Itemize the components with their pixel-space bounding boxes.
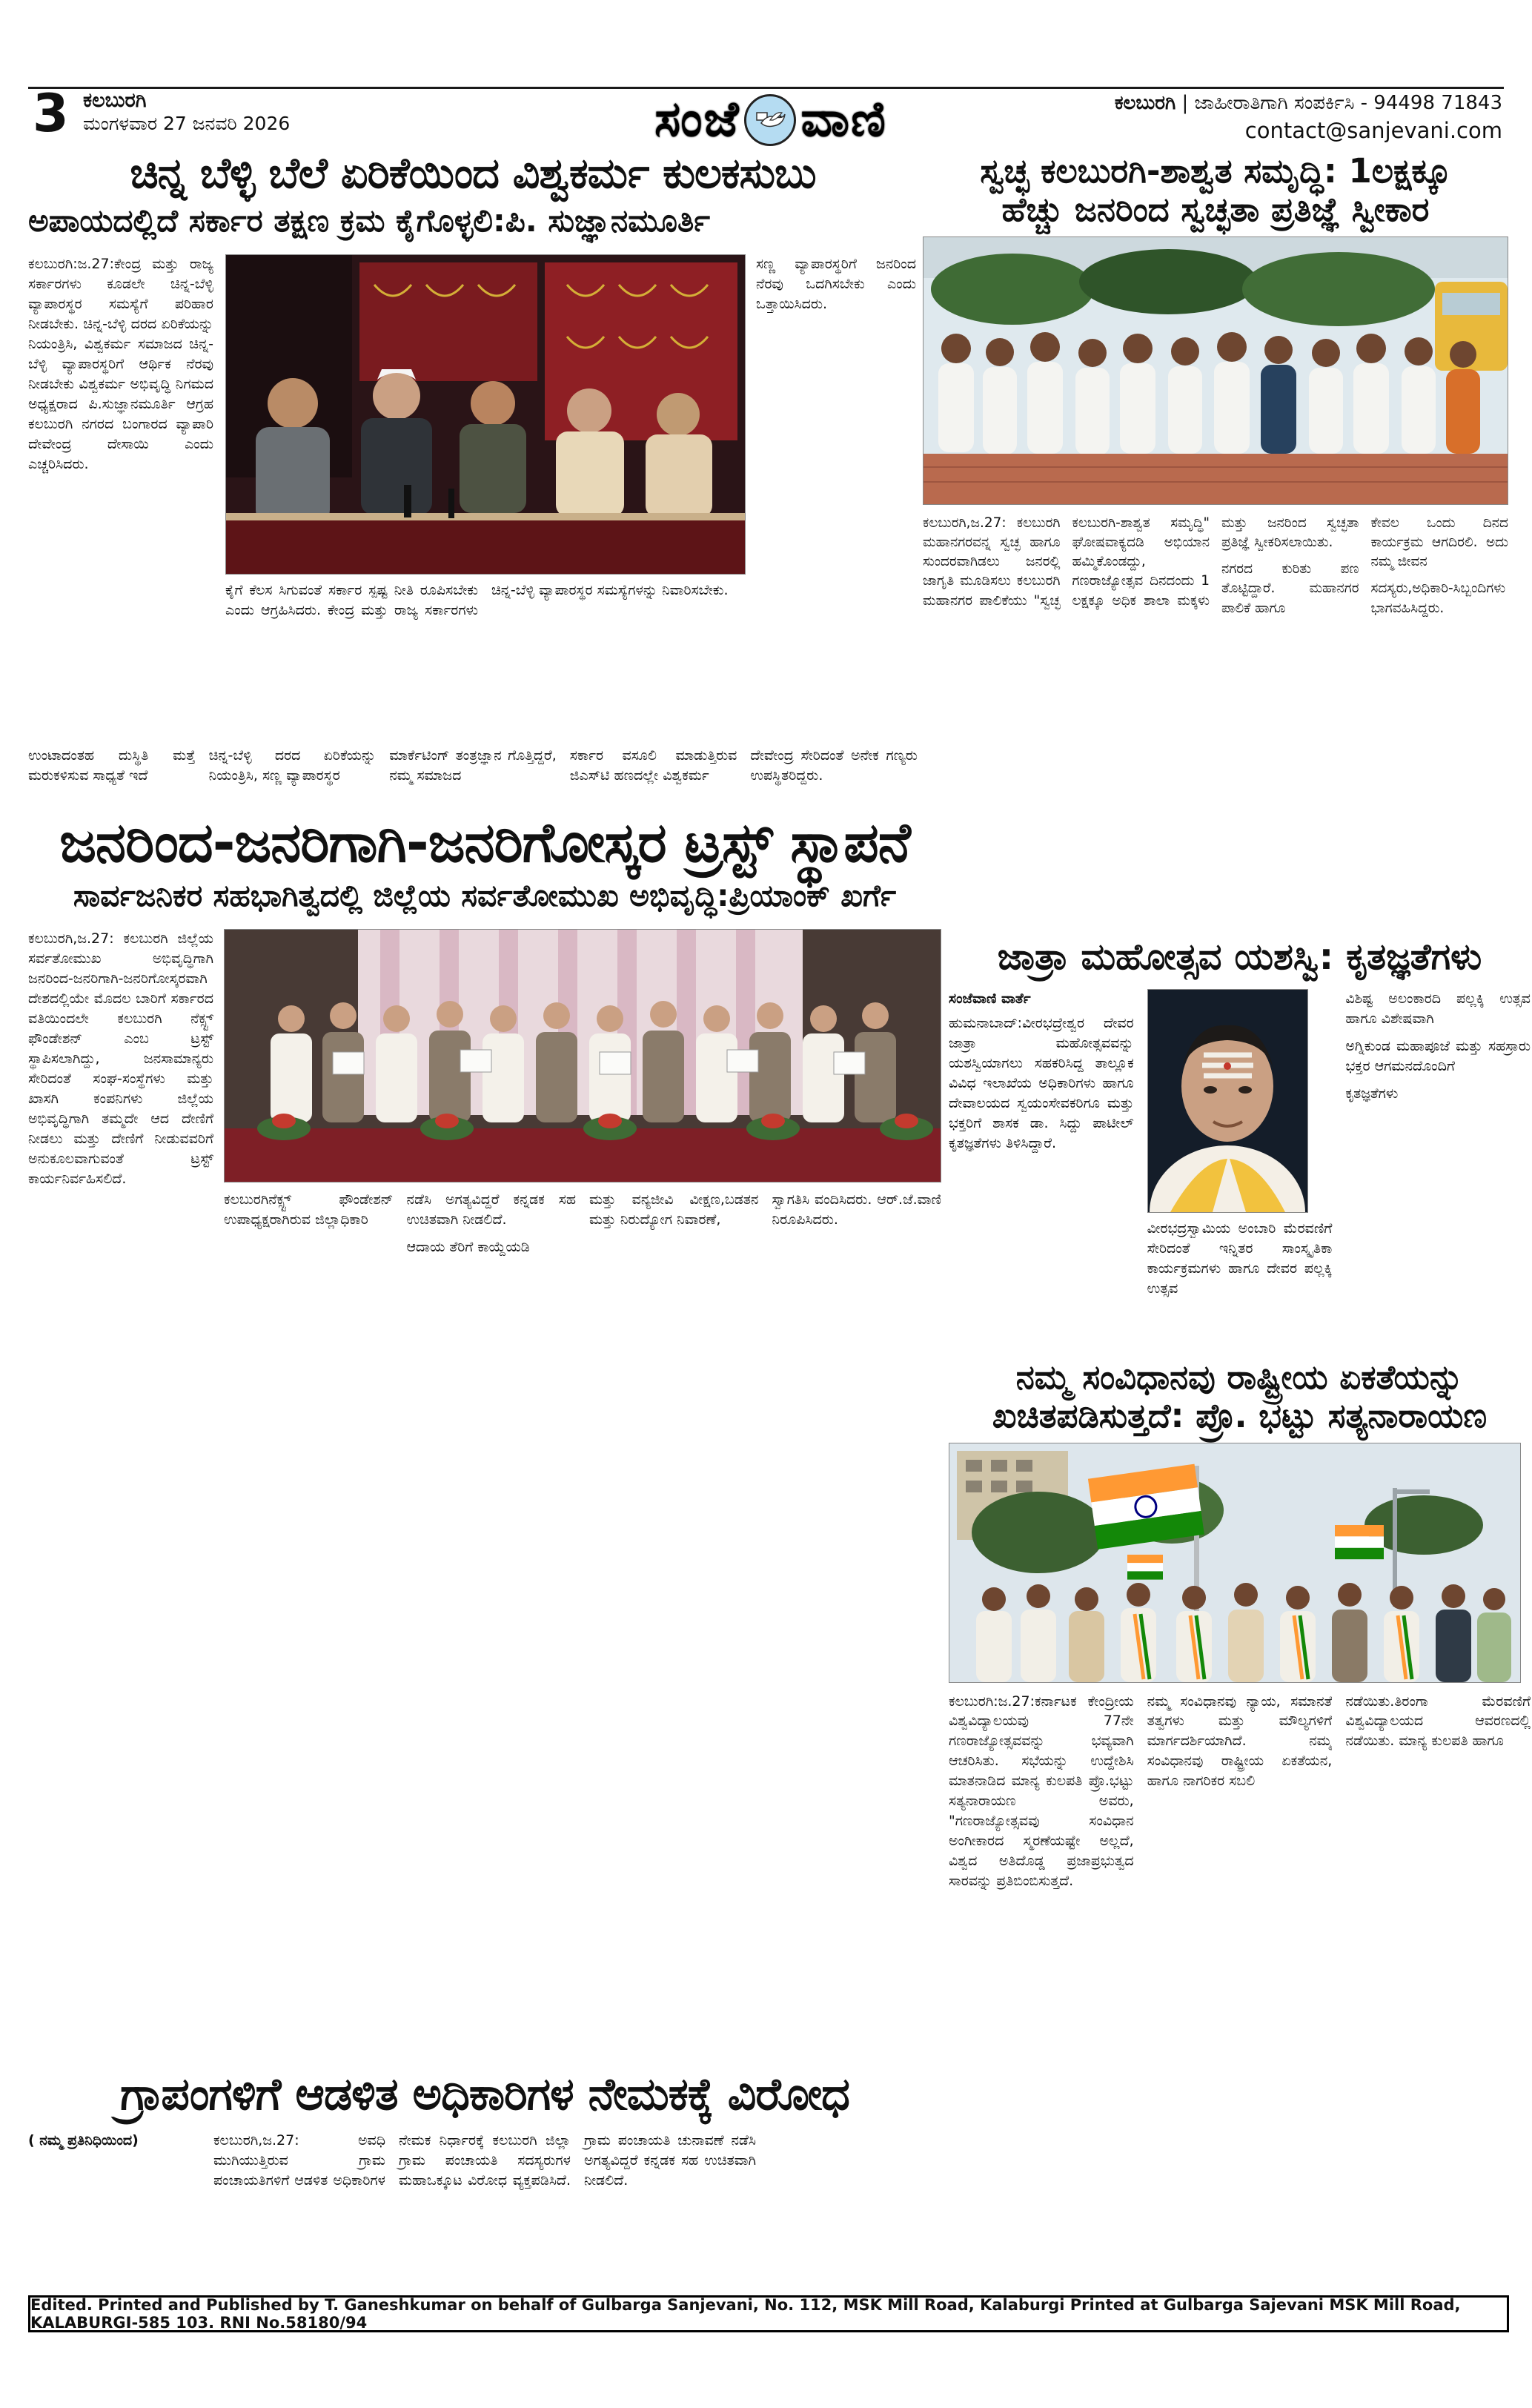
trust-fragment: ಆದಾಯ ತೆರಿಗೆ ಕಾಯ್ದೆಯಡಿ bbox=[406, 1238, 530, 1255]
contact-line bbox=[1115, 92, 1502, 115]
article-trust-body bbox=[224, 1190, 941, 1991]
jatra-fragment: ಕೃತಜ್ಞತೆಗಳು bbox=[1345, 1085, 1399, 1102]
article-trust-subhead: ಸಾರ್ವಜನಿಕರ ಸಹಭಾಗಿತ್ವದಲ್ಲಿ ಜಿಲ್ಲೆಯ ಸರ್ವತೋಮುಖ ಅಭಿವೃದ್ಧಿ:ಪ್ರಿಯಾಂಕ್ ಖರ್ಗೆ bbox=[73, 878, 897, 913]
trust-fragment: ಕಲಬುರಗಿನೆಕ್ಸ್ಟ್ ಫೌಂಡೇಶನ್ ಉಪಾಧ್ಯಕ್ಷರಾಗಿರುವ ಜಿಲ್ಲಾಧಿಕಾರಿ bbox=[224, 1191, 394, 1228]
swachh-fragment: ಸದಸ್ಯರು,ಅಧಿಕಾರಿ-ಸಿಬ್ಬಂದಿಗಳು ಭಾಗವಹಿಸಿದ್ದರು. bbox=[1370, 580, 1506, 616]
article-constitution-col1: ಕಲಬುರಗಿ:ಜ.27:ಕರ್ನಾಟಕ ಕೇಂದ್ರೀಯ ವಿಶ್ವವಿದ್ಯಾಲಯವು 77ನೇ ಗಣರಾಜ್ಯೋತ್ಸವವನ್ನು ಭವ್ಯವಾಗಿ ಆಚರಿಸಿತು. ಸಭೆಯನ್ನು ಉದ್ದೇಶಿಸಿ ಮಾತನಾಡಿದ ಮಾನ್ಯ ಕುಲಪತಿ ಪ್ರೊ.ಭಟ್ಟು ಸತ್ಯನಾರಾಯಣ ಅವರು, "ಗಣರಾಜ್ಯೋತ್ಸವವು ಸಂವಿಧಾನ ಅಂಗೀಕಾರದ ಸ್ಮರಣೆಯಷ್ಟೇ ಅಲ್ಲದೆ, ವಿಶ್ವದ ಅತಿದೊಡ್ಡ ಪ್ರಜಾಪ್ರಭುತ್ವದ ಸಾರವನ್ನು ಪ್ರತಿಬಿಂಬಿಸುತ್ತದೆ. bbox=[949, 1693, 1134, 1890]
photo-jewelry-shop bbox=[225, 254, 746, 575]
page-number: 3 bbox=[33, 83, 69, 144]
article-gold-subhead: ಅಪಾಯದಲ್ಲಿದೆ ಸರ್ಕಾರ ತಕ್ಷಣ ಕ್ರಮ ಕೈಗೊಳ್ಳಲಿ:ಪಿ. ಸುಜ್ಞಾನಮೂರ್ತಿ bbox=[28, 202, 710, 239]
photo-swachh-crowd bbox=[923, 236, 1508, 505]
article-jatra bbox=[949, 936, 1531, 1351]
article-gold-col1: ಕಲಬುರಗಿ:ಜ.27:ಕೇಂದ್ರ ಮತ್ತು ರಾಜ್ಯ ಸರ್ಕಾರಗಳು ಕೂಡಲೇ ಚಿನ್ನ-ಬೆಳ್ಳಿ ವ್ಯಾಪಾರಸ್ಥರ ಸಮಸ್ಯೆಗೆ ಪರಿಹಾರ ನೀಡಬೇಕು. ಚಿನ್ನ-ಬೆಳ್ಳಿ ದರದ ಏರಿಕೆಯನ್ನು ನಿಯಂತ್ರಿಸಿ, ವಿಶ್ವಕರ್ಮ ಸಮಾಜದ ಚಿನ್ನ-ಬೆಳ್ಳಿ ವ್ಯಾಪಾರಸ್ಥರಿಗೆ ಆರ್ಥಿಕ ನೆರವು ನೀಡಬೇಕು ವಿಶ್ವಕರ್ಮ ಅಭಿವೃದ್ಧಿ ನಿಗಮದ ಅಧ್ಯಕ್ಷರಾದ ಪಿ.ಸುಜ್ಞಾನಮೂರ್ತಿ ಆಗ್ರಹ ಕಲಬುರಗಿ ನಗರದ ಬಂಗಾರದ ವ್ಯಾಪಾರಿ ದೇವೇಂದ್ರ ದೇಸಾಯಿ ಎಂದು ಎಚ್ಚರಿಸಿದರು. bbox=[28, 256, 213, 472]
article-constitution-headline bbox=[949, 1358, 1531, 1435]
article-constitution bbox=[949, 1358, 1531, 2289]
jatra-fragment: ವಿಶಿಷ್ಟ ಅಲಂಕಾರದಿ ಪಲ್ಲಕ್ಕಿ ಉತ್ಸವ ಹಾಗೂ ವಿಶೇಷವಾಗಿ bbox=[1345, 990, 1531, 1027]
constitution-headline-line1: ನಮ್ಮ ಸಂವಿಧಾನವು ರಾಷ್ಟ್ರೀಯ ಏಕತೆಯನ್ನು bbox=[1015, 1358, 1464, 1397]
header-date: ಮಂಗಳವಾರ 27 ಜನವರಿ 2026 bbox=[83, 113, 291, 134]
article-gold-continuation bbox=[28, 746, 918, 816]
contact-city: ಕಲಬುರಗಿ bbox=[1114, 92, 1176, 114]
swachh-headline-line2: ಹೆಚ್ಚು ಜನರಿಂದ ಸ್ವಚ್ಛತಾ ಪ್ರತಿಜ್ಞೆ ಸ್ವೀಕಾರ bbox=[1001, 189, 1430, 229]
article-trust-headline: ಜನರಿಂದ-ಜನರಿಗಾಗಿ-ಜನರಿಗೋಸ್ಕರ ಟ್ರಸ್ಟ್ ಸ್ಥಾಪನೆ bbox=[59, 816, 910, 875]
gold-fragment: ಉಂಟಾದಂತಹ ದುಸ್ಥಿತಿ ಮತ್ತೆ ಮರುಕಳಿಸುವ ಸಾಧ್ಯತೆ ಇದೆ bbox=[28, 747, 196, 784]
article-jatra-col2 bbox=[1147, 989, 1333, 1299]
article-swachh-headline bbox=[923, 152, 1508, 229]
article-trust bbox=[28, 816, 941, 2046]
jatra-fragment: ಅಗ್ನಿಕುಂಡ ಮಹಾಪೂಜೆ ಮತ್ತು ಸಹಸ್ರಾರು ಭಕ್ತರ ಆಗಮನದೊಂದಿಗೆ bbox=[1345, 1037, 1531, 1074]
article-gold bbox=[28, 152, 918, 816]
jatra-lead: ಹುಮನಾಬಾದ್:ವೀರಭದ್ರೇಶ್ವರ ದೇವರ ಜಾತ್ರಾ ಮಹೋತ್ಸವವನ್ನು ಯಶಸ್ವಿಯಾಗಲು ಸಹಕರಿಸಿದ್ದ ತಾಲ್ಲೂಕ ವಿವಿಧ ಇಲಾಖೆಯ ಅಧಿಕಾರಿಗಳು ಹಾಗೂ ದೇವಾಲಯದ ಸ್ವಯಂಸೇವಕರಿಗೂ ಮತ್ತು ಭಕ್ತರಿಗೆ ಶಾಸಕ ಡಾ. ಸಿದ್ದು ಪಾಟೀಲ್ ಕೃತಜ್ಞತೆಗಳು ತಿಳಿಸಿದ್ದಾರೆ. bbox=[949, 1014, 1134, 1151]
article-constitution-col2: ನಮ್ಮ ಸಂವಿಧಾನವು ನ್ಯಾಯ, ಸಮಾನತೆ ತತ್ವಗಳು ಮತ್ತು ಮೌಲ್ಯಗಳಿಗೆ ಮಾರ್ಗದರ್ಶಿಯಾಗಿದೆ. ನಮ್ಮ ಸಂವಿಧಾನವು ರಾಷ್ಟ್ರೀಯ ಏಕತೆಯನ, ಹಾಗೂ ನಾಗರಿಕರ ಸಬಲಿ bbox=[1147, 1693, 1333, 1790]
article-gold-center-text: ಕೈಗೆ ಕೆಲಸ ಸಿಗುವಂತೆ ಸರ್ಕಾರ ಸ್ಪಷ್ಟ ನೀತಿ ರೂಪಿಸಬೇಕು ಎಂದು ಆಗ್ರಹಿಸಿದರು. ಕೇಂದ್ರ ಮತ್ತು ರಾಜ್ಯ ಸರ್ಕಾರಗಳು ಚಿನ್ನ-ಬೆಳ್ಳಿ ವ್ಯಾಪಾರಸ್ಥರ ಸಮಸ್ಯೆಗಳನ್ನು ನಿವಾರಿಸಬೇಕು. bbox=[225, 582, 729, 619]
masthead bbox=[541, 90, 1001, 149]
contact-email: contact@sanjevani.com bbox=[1244, 118, 1502, 143]
gold-fragment: ದೇವೇಂದ್ರ ಸೇರಿದಂತೆ ಅನೇಕ ಗಣ್ಯರು ಉಪಸ್ಥಿತರಿದ್ದರು. bbox=[750, 747, 918, 784]
gold-fragment: ಮಾರ್ಕೆಟಿಂಗ್ ತಂತ್ರಜ್ಞಾನ ಗೊತ್ತಿದ್ದರೆ, ನಮ್ಮ ಸಮಾಜದ bbox=[389, 747, 557, 784]
article-constitution-col3: ನಡೆಯಿತು.ತಿರಂಗಾ ಮೆರವಣಿಗೆ ವಿಶ್ವವಿದ್ಯಾಲಯದ ಆವರಣದಲ್ಲಿ ನಡೆಯಿತು. ಮಾನ್ಯ ಕುಲಪತಿ ಹಾಗೂ bbox=[1345, 1693, 1531, 1750]
dove-icon bbox=[744, 94, 796, 146]
article-grapam-headline: ಗ್ರಾಪಂಗಳಿಗೆ ಆಡಳಿತ ಅಧಿಕಾರಿಗಳ ನೇಮಕಕ್ಕೆ ವಿರೋಧ bbox=[120, 2068, 849, 2120]
trust-fragment: ಸ್ವಾಗತಿಸಿ ವಂದಿಸಿದರು. ಆರ್.ಜೆ.ವಾಣಿ ನಿರೂಪಿಸಿದರು. bbox=[772, 1191, 941, 1228]
grapam-byline: ( ನಮ್ಮ ಪ್ರತಿನಿಧಿಯಿಂದ) bbox=[28, 2132, 139, 2149]
swachh-lead: ಕಲಬುರಗಿ,ಜ.27: ಕಲಬುರಗಿ ಮಹಾನಗರವನ್ನ ಸ್ವಚ್ಛ ಹಾಗೂ ಸುಂದರವಾಗಿಡಲು ಜನರಲ್ಲಿ ಜಾಗೃತಿ ಮೂಡಿಸಲು ಕಲಬುರಗಿ ಮಹಾನಗರ ಪಾಲಿಕೆಯು "ಸ್ವಚ್ಛ ಕಲಬುರಗಿ-ಶಾಶ್ವತ ಸಮೃದ್ಧಿ" ಘೋಷವಾಕ್ಯದಡಿ ಅಭಿಯಾನ ಹಮ್ಮಿಕೊಂಡದ್ದು, ಗಣರಾಜ್ಯೋತ್ಸವ ದಿನದಂದು 1 ಲಕ್ಷಕ್ಕೂ ಅಧಿಕ ಶಾಲಾ ಮಕ್ಕಳು ಮತ್ತು ಜನರಿಂದ ಸ್ವಚ್ಛತಾ ಪ್ರತಿಜ್ಞೆ ಸ್ವೀಕರಿಸಲಾಯಿತು. bbox=[923, 515, 1359, 609]
trust-fragment: ಮತ್ತು ವನ್ಯಜೀವಿ ವೀಕ್ಷಣ,ಬಡತನ ಮತ್ತು ನಿರುದ್ಯೋಗ ನಿವಾರಣೆ, bbox=[589, 1191, 759, 1228]
header-rule bbox=[28, 87, 1504, 89]
imprint-box bbox=[28, 2295, 1509, 2332]
photo-trust-stage bbox=[224, 929, 941, 1182]
article-gold-headline: ಚಿನ್ನ ಬೆಳ್ಳಿ ಬೆಲೆ ಏರಿಕೆಯಿಂದ ವಿಶ್ವಕರ್ಮ ಕುಲಕಸುಬು bbox=[130, 152, 816, 198]
photo-mla-portrait bbox=[1147, 989, 1308, 1213]
grapam-lead: ಕಲಬುರಗಿ,ಜ.27: ಅವಧಿ ಮುಗಿಯುತ್ತಿರುವ ಗ್ರಾಮ ಪಂಚಾಯತಿಗಳಿಗೆ ಆಡಳಿತ ಅಧಿಕಾರಿಗಳ ನೇಮಕ ನಿರ್ಧಾರಕ್ಕೆ ಕಲಬುರಗಿ ಜಿಲ್ಲಾ ಗ್ರಾಮ ಪಂಚಾಯತಿ ಸದಸ್ಯರುಗಳ ಮಹಾಒಕ್ಕೂಟ ವಿರೋಧ ವ್ಯಕ್ತಪಡಿಸಿದೆ. ಗ್ರಾಮ ಪಂಚಾಯತಿ ಚುನಾವಣೆ ನಡೆಸಿ ಅಗತ್ಯವಿದ್ದರೆ ಕನ್ನಡಕ ಸಹ ಉಚಿತವಾಗಿ ನೀಡಲಿದೆ. bbox=[213, 2132, 756, 2189]
masthead-text-right: ವಾಣಿ bbox=[800, 90, 887, 148]
header-city: ಕಲಬುರಗಿ bbox=[83, 89, 147, 112]
gold-fragment: ಸರ್ಕಾರ ವಸೂಲಿ ಮಾಡುತ್ತಿರುವ ಜಿಎಸ್‌ಟಿ ಹಣದಲ್ಲೇ ವಿಶ್ವಕರ್ಮ bbox=[569, 747, 737, 784]
jatra-byline: ಸಂಜೆವಾಣಿ ವಾರ್ತೆ bbox=[949, 990, 1031, 1007]
imprint-text: Edited. Printed and Published by T. Ganeshkumar on behalf of Gulbarga Sanjevani, No. 112, MSK Mill Road, Kalaburgi Printed at Gulbarga Sajevani MSK Mill Road, KALABURGI-585 103. RNI No.58180/94 bbox=[30, 2296, 1461, 2332]
article-jatra-col1 bbox=[949, 989, 1134, 1299]
trust-fragment: ನಡೆಸಿ ಅಗತ್ಯವಿದ್ದರೆ ಕನ್ನಡಕ ಸಹ ಉಚಿತವಾಗಿ ನೀಡಲಿದೆ. bbox=[406, 1191, 576, 1228]
article-jatra-headline: ಜಾತ್ರಾ ಮಹೋತ್ಸವ ಯಶಸ್ವಿ: ಕೃತಜ್ಞತೆಗಳು bbox=[997, 936, 1482, 978]
article-grapam bbox=[28, 2068, 941, 2291]
swachh-fragment: ಕೇವಲ ಒಂದು ದಿನದ ಕಾರ್ಯಕ್ರಮ ಆಗದಿರಲಿ. ಅದು ನಮ್ಮ ಜೀವನ bbox=[1370, 515, 1508, 570]
photo-flag-march bbox=[949, 1443, 1521, 1683]
article-swachh-body bbox=[923, 514, 1508, 929]
constitution-headline-line2: ಖಚಿತಪಡಿಸುತ್ತದೆ: ಪ್ರೊ. ಭಟ್ಟು ಸತ್ಯನಾರಾಯಣ bbox=[992, 1395, 1488, 1435]
article-jatra-col3 bbox=[1345, 989, 1531, 1299]
article-swachh bbox=[923, 152, 1508, 939]
article-gold-col4: ಸಣ್ಣ ವ್ಯಾಪಾರಸ್ಥರಿಗೆ ಜನರಿಂದ ನೆರವು ಒದಗಿಸಬೇಕು ಎಂದು ಒತ್ತಾಯಿಸಿದರು. bbox=[756, 256, 916, 313]
swachh-fragment: ನಗರದ ಕುರಿತು ಪಣ ತೊಟ್ಟಿದ್ದಾರೆ. ಮಹಾನಗರ ಪಾಲಿಕೆ ಹಾಗೂ bbox=[1221, 561, 1359, 616]
article-grapam-body bbox=[28, 2131, 941, 2272]
jatra-col2-text: ವೀರಭದ್ರಸ್ವಾಮಿಯ ಅಂಬಾರಿ ಮೆರವಣಿಗೆ ಸೇರಿದಂತೆ ಇನ್ನಿತರ ಸಾಂಸ್ಕೃತಿಕಾ ಕಾರ್ಯಕ್ರಮಗಳು ಹಾಗೂ ದೇವರ ಪಲ್ಲಕ್ಕಿ ಉತ್ಸವ bbox=[1147, 1220, 1333, 1297]
swachh-headline-line1: ಸ್ವಚ್ಛ ಕಲಬುರಗಿ-ಶಾಶ್ವತ ಸಮೃದ್ಧಿ: 1ಲಕ್ಷಕ್ಕೂ bbox=[980, 152, 1451, 191]
gold-fragment: ಚಿನ್ನ-ಬೆಳ್ಳಿ ದರದ ಏರಿಕೆಯನ್ನು ನಿಯಂತ್ರಿಸಿ, ಸಣ್ಣ ವ್ಯಾಪಾರಸ್ಥರ bbox=[208, 747, 377, 784]
header-contact bbox=[1115, 92, 1502, 143]
masthead-text-left: ಸಂಜೆ bbox=[654, 90, 740, 148]
contact-phone: | ಜಾಹೀರಾತಿಗಾಗಿ ಸಂಪರ್ಕಿಸಿ - 94498 71843 bbox=[1181, 92, 1502, 114]
article-trust-col1: ಕಲಬುರಗಿ,ಜ.27: ಕಲಬುರಗಿ ಜಿಲ್ಲೆಯ ಸರ್ವತೋಮುಖ ಅಭಿವೃದ್ಧಿಗಾಗಿ ಜನರಿಂದ-ಜನರಿಗಾಗಿ-ಜನರಿಗೋಸ್ಕರವಾಗಿ ದೇಶದಲ್ಲಿಯೇ ಮೊದಲ ಬಾರಿಗೆ ಸರ್ಕಾರದ ವತಿಯಿಂದಲೇ ಕಲಬುರಗಿ ನೆಕ್ಸ್ಟ್ ಫೌಂಡೇಶನ್ ಎಂಬ ಟ್ರಸ್ಟ್ ಸ್ಥಾಪಿಸಲಾಗಿದ್ದು, ಜನಸಾಮಾನ್ಯರು ಸೇರಿದಂತೆ ಸಂಘ-ಸಂಸ್ಥೆಗಳು ಮತ್ತು ಖಾಸಗಿ ಕಂಪನಿಗಳು ಜಿಲ್ಲೆಯ ಅಭಿವೃದ್ಧಿಗಾಗಿ ತಮ್ಮದೇ ಆದ ದೇಣಿಗೆ ನೀಡಲು ಮತ್ತು ದೇಣಿಗೆ ನೀಡುವವರಿಗೆ ಅನುಕೂಲವಾಗುವಂತೆ ಟ್ರಸ್ಟ್ ಕಾರ್ಯನಿರ್ವಹಿಸಲಿದೆ. bbox=[28, 930, 213, 1187]
